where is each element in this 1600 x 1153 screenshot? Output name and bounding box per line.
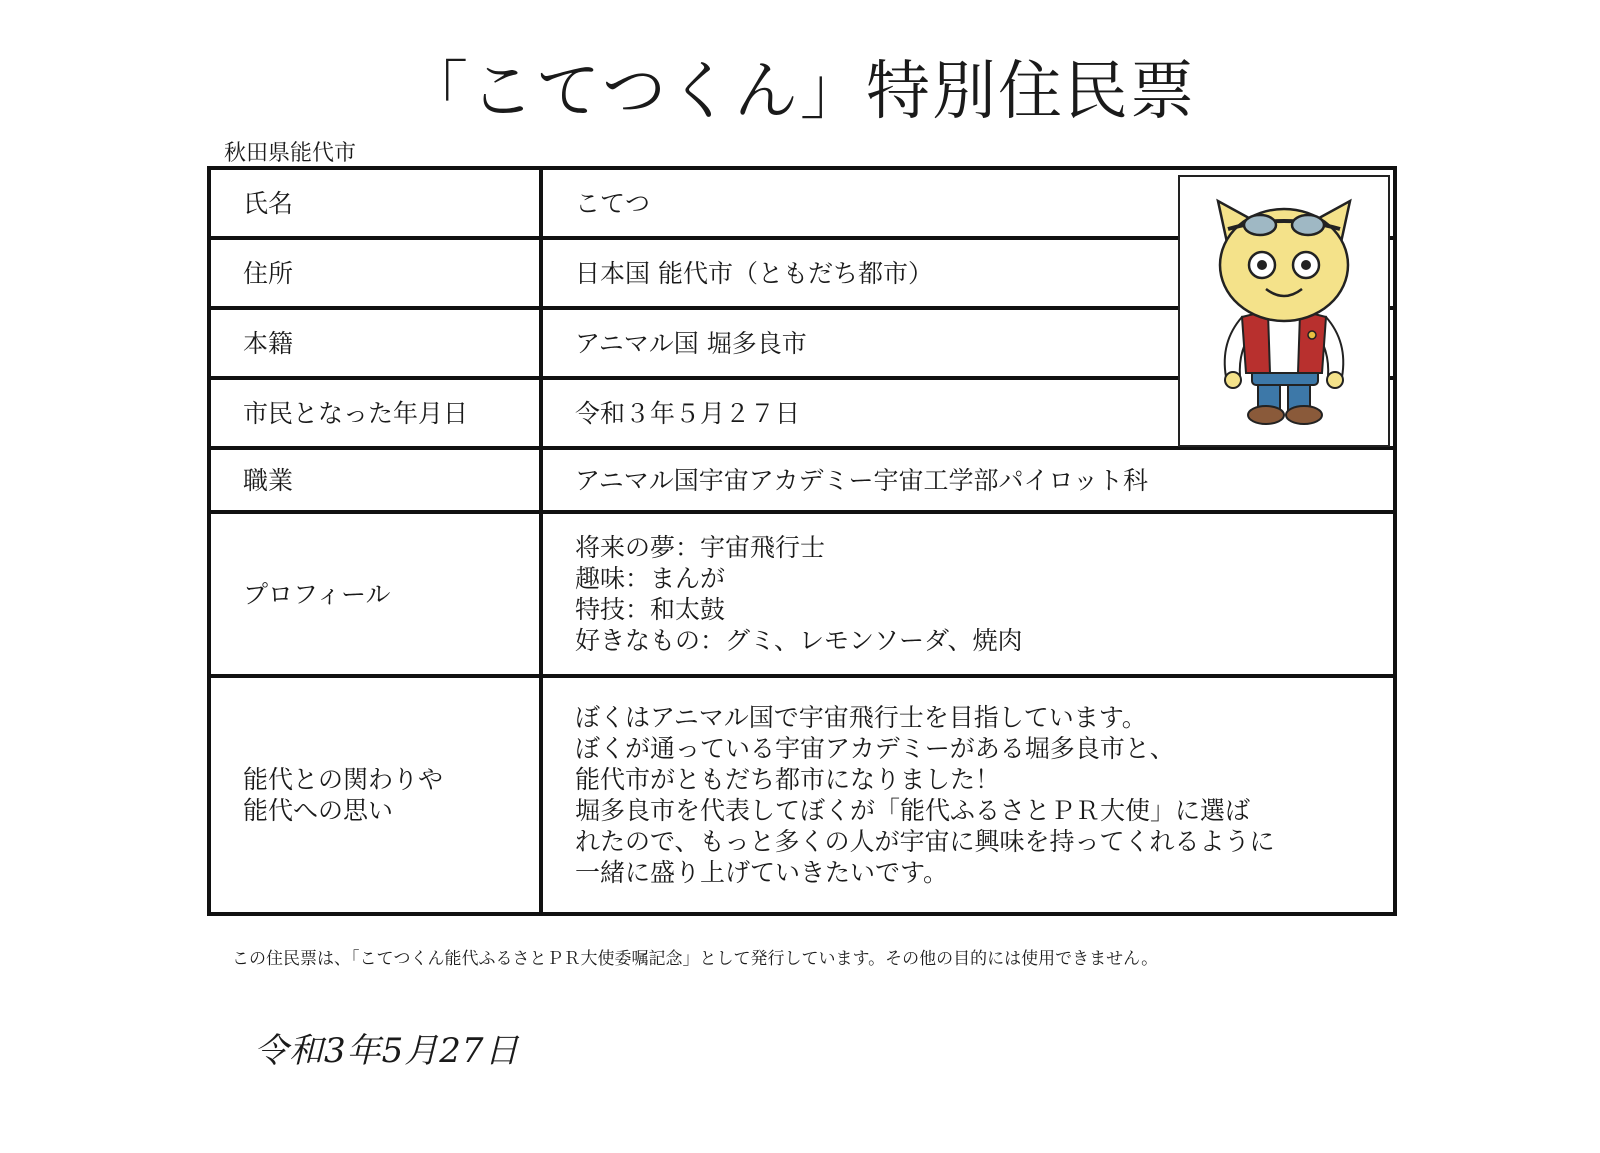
- label-address: 住所: [209, 238, 541, 308]
- relation-line: 能代市がともだち都市になりました！: [575, 765, 1001, 794]
- value-address: 日本国 能代市（ともだち都市）: [541, 238, 1395, 308]
- label-profile: プロフィール: [209, 512, 541, 676]
- value-honseki: アニマル国 堀多良市: [541, 308, 1395, 378]
- relation-line: 一緒に盛り上げていきたいです。: [575, 858, 949, 887]
- label-relation: [209, 676, 541, 914]
- profile-line: 将来の夢：宇宙飛行士: [575, 533, 826, 562]
- row-profile: [209, 512, 1395, 676]
- value-occupation: アニマル国宇宙アカデミー宇宙工学部パイロット科: [541, 448, 1395, 512]
- value-name: こてつ: [541, 168, 1395, 238]
- relation-line: ぼくはアニマル国で宇宙飛行士を目指しています。: [575, 703, 1147, 732]
- relation-label-line: 能代との関わりや: [243, 765, 444, 794]
- issuer-label: 秋田県能代市: [224, 141, 357, 166]
- value-citizen-date: 令和３年５月２７日: [541, 378, 1395, 448]
- label-honseki: 本籍: [209, 308, 541, 378]
- value-profile: [541, 512, 1395, 676]
- usage-notice: この住民票は、「こてつくん能代ふるさとＰＲ大使委嘱記念」として発行しています。その他の目的には使用できません。: [232, 949, 1159, 969]
- relation-line: れたので、もっと多くの人が宇宙に興味を持ってくれるように: [575, 827, 1275, 856]
- relation-line: ぼくが通っている宇宙アカデミーがある堀多良市と、: [575, 734, 1175, 763]
- label-occupation: 職業: [209, 448, 541, 512]
- mascot-portrait: [1178, 175, 1390, 447]
- profile-line: 趣味：まんが: [575, 564, 726, 593]
- issue-date: 令和3年5月27日: [254, 1031, 520, 1071]
- row-occupation: [209, 448, 1395, 512]
- page-title: 「こてつくん」特別住民票: [404, 55, 1196, 129]
- row-relation: [209, 676, 1395, 914]
- label-citizen-date: 市民となった年月日: [209, 378, 541, 448]
- value-relation: [541, 676, 1395, 914]
- relation-label-line: 能代への思い: [243, 796, 394, 825]
- cat-mascot-icon: [1180, 177, 1388, 445]
- profile-line: 特技：和太鼓: [575, 595, 726, 624]
- label-name: 氏名: [209, 168, 541, 238]
- profile-line: 好きなもの：グミ、レモンソーダ、焼肉: [575, 626, 1023, 655]
- relation-line: 堀多良市を代表してぼくが「能代ふるさとＰＲ大使」に選ば: [575, 796, 1251, 825]
